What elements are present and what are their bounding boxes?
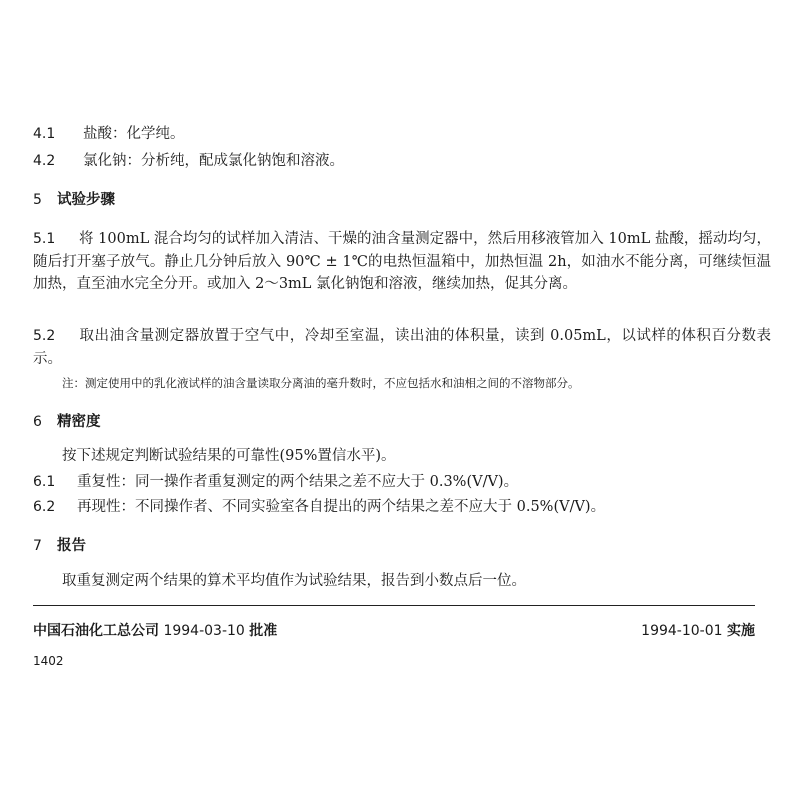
paragraph-text: 重复性：同一操作者重复测定的两个结果之差不应大于 0.3%(V/V)。	[77, 474, 519, 490]
section-number: 5	[33, 192, 42, 208]
paragraph-6-1	[33, 472, 518, 492]
paragraph-number: 5.1	[33, 231, 56, 247]
section-7-text: 取重复测定两个结果的算术平均值作为试验结果，报告到小数点后一位。	[62, 573, 526, 589]
paragraph-text: 再现性：不同操作者、不同实验室各自提出的两个结果之差不应大于 0.5%(V/V)。	[77, 499, 606, 515]
footer-divider	[33, 605, 755, 606]
footer-implementation-label: 实施	[727, 623, 755, 639]
footer-implementation-date: 1994-10-01	[641, 623, 723, 639]
paragraph-number: 6.1	[33, 474, 56, 490]
item-text: 盐酸：化学纯。	[83, 126, 185, 142]
footer-implementation	[641, 622, 755, 640]
paragraph-text: 取出油含量测定器放置于空气中，冷却至室温，读出油的体积量，读到 0.05mL，以试样的体积百分数表示。	[33, 328, 771, 367]
section-6-intro: 按下述规定判断试验结果的可靠性(95%置信水平)。	[62, 448, 396, 464]
note: 注：测定使用中的乳化液试样的油含量读取分离油的毫升数时，不应包括水和油相之间的不溶物部分。	[62, 376, 580, 390]
footer-organization: 中国石油化工总公司	[33, 623, 159, 639]
section-6-heading	[33, 412, 101, 432]
paragraph-6-2	[33, 497, 605, 517]
paragraph-number: 5.2	[33, 328, 56, 344]
section-title: 精密度	[57, 414, 101, 430]
item-text: 氯化钠：分析纯，配成氯化钠饱和溶液。	[83, 153, 344, 169]
paragraph-text: 将 100mL 混合均匀的试样加入清洁、干燥的油含量测定器中，然后用移液管加入 10mL 盐酸，摇动均匀，随后打开塞子放气。静止几分钟后放入 90℃ ± 1℃的电热恒温箱中，加热恒温 2h，如油水不能分离，可继续恒温加热，直至油水完全分开。或加入 2～3mL 氯化钠饱和溶液，继续加热，促其分离。	[33, 231, 771, 292]
paragraph-number: 6.2	[33, 499, 56, 515]
item-4-2	[33, 151, 344, 171]
item-number: 4.2	[33, 153, 56, 169]
paragraph-5-1	[33, 228, 771, 296]
paragraph-5-2	[33, 325, 771, 370]
section-5-heading	[33, 190, 115, 210]
item-number: 4.1	[33, 126, 56, 142]
section-title: 试验步骤	[57, 192, 115, 208]
section-7-heading	[33, 536, 86, 556]
section-number: 7	[33, 538, 42, 554]
footer-approval-label: 批准	[249, 623, 278, 639]
section-title: 报告	[57, 538, 86, 554]
section-number: 6	[33, 414, 42, 430]
footer-approval	[33, 622, 277, 640]
footer-approval-date: 1994-03-10	[163, 623, 245, 639]
item-4-1	[33, 124, 185, 144]
page-number: 1402	[33, 654, 64, 668]
